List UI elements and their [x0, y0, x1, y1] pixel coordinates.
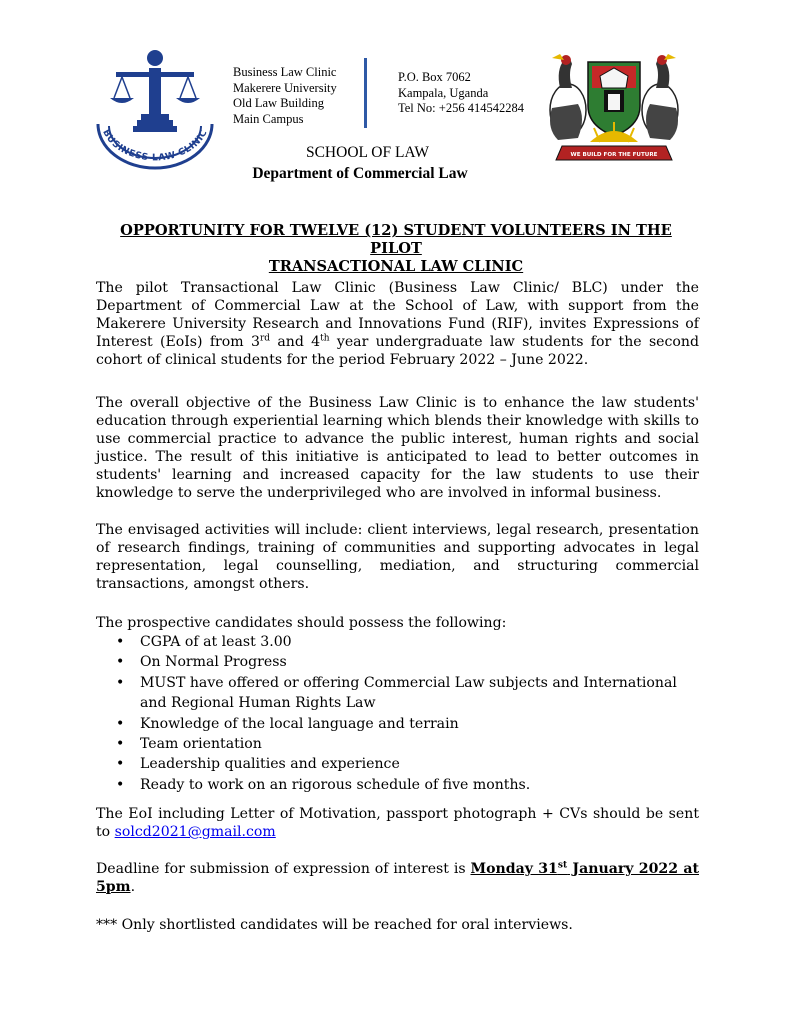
list-item — [96, 734, 696, 754]
list-item — [96, 632, 696, 652]
list-item — [96, 673, 696, 714]
address-line: Tel No: +256 414542284 — [398, 101, 524, 116]
shortlist-note: *** Only shortlisted candidates will be reached for oral interviews. — [96, 917, 573, 933]
list-item — [96, 754, 696, 774]
superscript: th — [320, 333, 330, 344]
postal-address-block — [398, 70, 524, 117]
title-line: TRANSACTIONAL LAW CLINIC — [268, 258, 524, 275]
email-link[interactable]: solcd2021@gmail.com — [114, 824, 276, 841]
submission-text: The EoI including Letter of Motivation, passport photograph + CVs should be sent to — [96, 806, 699, 841]
requirement-text: Ready to work on an rigorous schedule of five months. — [140, 776, 531, 793]
address-line: P.O. Box 7062 — [398, 70, 471, 84]
requirement-text: MUST have offered or offering Commercial Law subjects and International and Regional Human Rights Law — [140, 674, 677, 712]
bullet-icon: • — [116, 634, 125, 650]
deadline-suffix: . — [130, 879, 136, 896]
address-line: Makerere University — [233, 80, 337, 95]
superscript: rd — [259, 333, 271, 344]
requirements-list — [96, 632, 696, 795]
bullet-icon: • — [116, 654, 125, 671]
activities-paragraph: The envisaged activities will include: client interviews, legal research, presentation of research findings, training of communities and supporting advocates in legal representation, legal counselling, mediation, and structuring commercial transactions, amongst others. — [96, 522, 699, 593]
requirement-text: Leadership qualities and experience — [140, 756, 400, 773]
requirement-text: CGPA of at least 3.00 — [140, 634, 292, 650]
clinic-address-block — [233, 65, 337, 127]
submission-paragraph — [96, 805, 699, 841]
superscript: st — [557, 860, 568, 871]
requirements-intro: The prospective candidates should possess the following: — [96, 615, 507, 631]
bullet-icon: • — [116, 756, 125, 773]
deadline-date-part: Monday 31 — [470, 861, 558, 877]
requirement-text: Knowledge of the local language and terrain — [140, 715, 459, 732]
department-name: Department of Commercial Law — [252, 165, 468, 182]
intro-text: The pilot Transactional Law Clinic (Business Law Clinic/ BLC) under the Department of Commercial Law at the School of Law, with support from the Makerere University Research and Innovations Fund (RIF), invites Expressions of Interest (EoIs) from 3 — [96, 280, 699, 351]
list-item — [96, 652, 696, 672]
intro-paragraph — [96, 279, 699, 369]
list-item — [96, 775, 696, 795]
requirement-text: Team orientation — [140, 736, 262, 753]
bullet-icon: • — [116, 776, 125, 793]
intro-text: year undergraduate law students for the second cohort of clinical students for the period February 2022 – June 2022. — [96, 334, 700, 369]
school-name: SCHOOL OF LAW — [305, 144, 430, 161]
bullet-icon: • — [116, 715, 125, 732]
list-item — [96, 714, 696, 734]
address-line: Business Law Clinic — [233, 65, 337, 79]
bullet-icon: • — [116, 674, 125, 691]
address-line: Main Campus — [233, 111, 304, 126]
announcement-title — [100, 222, 692, 276]
title-line: OPPORTUNITY FOR TWELVE (12) STUDENT VOLUNTEERS IN THE PILOT — [120, 222, 672, 257]
requirement-text: On Normal Progress — [140, 654, 287, 671]
address-line: Old Law Building — [233, 96, 324, 111]
address-line: Kampala, Uganda — [398, 85, 489, 100]
deadline-paragraph — [96, 860, 699, 896]
letterhead-divider — [364, 58, 367, 128]
svg-text:WE BUILD FOR THE FUTURE: WE BUILD FOR THE FUTURE — [570, 152, 658, 158]
objective-paragraph: The overall objective of the Business Law Clinic is to enhance the law students' education through experiential learning which blends their knowledge with skills to use commercial practice to advance the public interest, human rights and social justice. The result of this initiative is anticipated to lead to better outcomes in students' learning and increased capacity for the law students to use their knowledge to serve the underprivileged who are involved in informal business. — [96, 395, 699, 502]
deadline-prefix: Deadline for submission of expression of interest is — [96, 861, 471, 877]
deadline-date-part: January 2022 at 5pm — [96, 861, 699, 896]
svg-text:BUSINESS LAW CLINIC: BUSINESS LAW CLINIC — [100, 127, 210, 164]
bullet-icon: • — [116, 736, 125, 753]
intro-text: and 4 — [270, 334, 321, 351]
